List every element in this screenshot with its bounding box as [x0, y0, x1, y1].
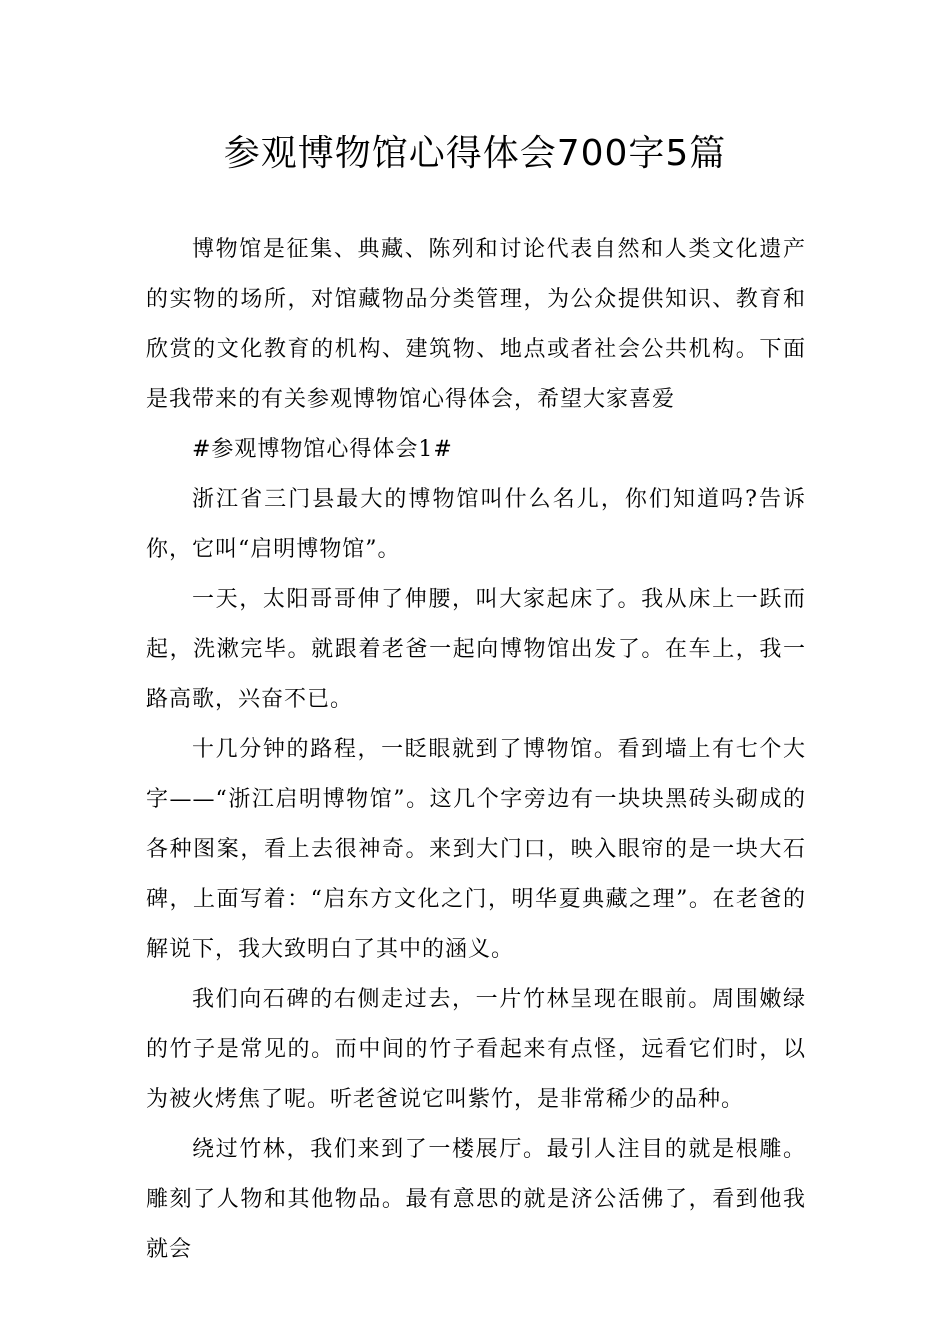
- paragraph: 十几分钟的路程，一眨眼就到了博物馆。看到墙上有七个大字——“浙江启明博物馆”。这几个字旁边有一块块黑砖头砌成的各种图案，看上去很神奇。来到大门口，映入眼帘的是一块大石碑，上面写着：“启东方文化之门，明华夏典藏之理”。在老爸的解说下，我大致明白了其中的涵义。: [146, 737, 806, 962]
- paragraph: 浙江省三门县最大的博物馆叫什么名儿，你们知道吗?告诉你，它叫“启明博物馆”。: [146, 487, 806, 562]
- document-body: [146, 225, 806, 1275]
- paragraph: 我们向石碑的右侧走过去，一片竹林呈现在眼前。周围嫩绿的竹子是常见的。而中间的竹子看起来有点怪，远看它们时，以为被火烤焦了呢。听老爸说它叫紫竹，是非常稀少的品种。: [146, 987, 806, 1112]
- paragraph: 一天，太阳哥哥伸了伸腰，叫大家起床了。我从床上一跃而起，洗漱完毕。就跟着老爸一起向博物馆出发了。在车上，我一路高歌，兴奋不已。: [146, 587, 806, 712]
- section-heading-1: #参观博物馆心得体会1#: [192, 437, 453, 462]
- paragraph: 绕过竹林，我们来到了一楼展厅。最引人注目的就是根雕。雕刻了人物和其他物品。最有意思的就是济公活佛了，看到他我就会: [146, 1137, 806, 1262]
- document-title: 参观博物馆心得体会700字5篇: [223, 133, 727, 174]
- paragraph-intro: 博物馆是征集、典藏、陈列和讨论代表自然和人类文化遗产的实物的场所，对馆藏物品分类管理，为公众提供知识、教育和欣赏的文化教育的机构、建筑物、地点或者社会公共机构。下面是我带来的有关参观博物馆心得体会，希望大家喜爱: [146, 237, 806, 412]
